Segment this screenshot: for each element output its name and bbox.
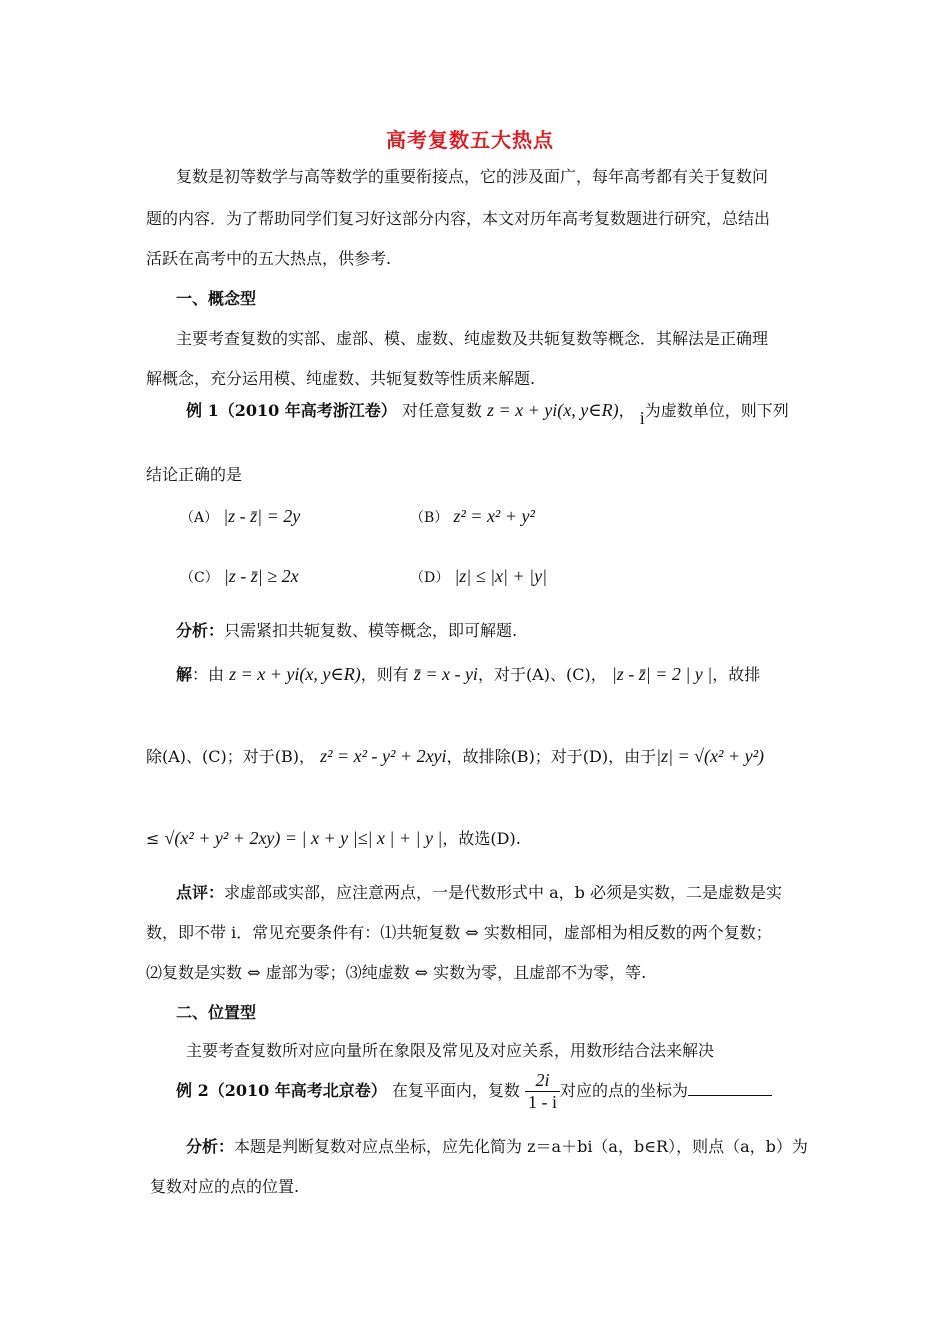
analysis2-line-1 [186, 1134, 808, 1157]
analysis1 [176, 618, 517, 641]
solution1-label: 解 [176, 665, 193, 684]
example1-text-3: 为虚数单位，则下列 [644, 401, 789, 420]
example1-i: i [639, 408, 645, 428]
intro-line-1: 复数是初等数学与高等数学的重要衔接点，它的涉及面广，每年高考都有关于复数问 [176, 167, 769, 186]
example1-text-2: ， [618, 401, 635, 420]
solution1-f1: z = x + yi(x, y∈R) [229, 664, 361, 684]
solution1-t1: ：由 [192, 665, 225, 684]
comment1-line-3: ⑵复数是实数 ⇔ 虚部为零；⑶纯虚数 ⇔ 实数为零，且虚部不为零，等. [146, 963, 647, 982]
solution1-t4: ，故排 [712, 665, 761, 684]
option-c-formula: |z - z̄| ≥ 2x [223, 566, 299, 586]
example2-text-1: 在复平面内，复数 [391, 1081, 520, 1100]
page-title: 高考复数五大热点 [386, 128, 554, 152]
option-a-label: （A） [180, 510, 219, 526]
analysis1-text: 只需紧扣共轭复数、模等概念，即可解题. [224, 621, 518, 640]
solution1-f5: |z| = √(x² + y²) [656, 746, 764, 766]
analysis2-text-1: 本题是判断复数对应点坐标，应先化简为 z＝a＋bi（a，b∈R），则点（a，b）为 [234, 1137, 808, 1156]
solution1-f4: z² = x² - y² + 2xyi [320, 746, 447, 766]
comment1-text-1: 求虚部或实部，应注意两点，一是代数形式中 a，b 必须是实数，二是虚数是实 [224, 883, 782, 902]
solution1-f6: √(x² + y² + 2xy) = | x + y |≤| x | + | y | [164, 828, 443, 848]
option-b-formula: z² = x² + y² [453, 506, 535, 526]
example1-text-1: 对任意复数 [401, 401, 482, 420]
solution1-f3: |z - z̄| = 2 | y | [611, 664, 713, 684]
section1-paragraph-2: 解概念，充分运用模、纯虚数、共轭复数等性质来解题. [146, 369, 536, 388]
example1-line [186, 398, 789, 428]
example2-line [176, 1070, 772, 1113]
example2-fraction [525, 1070, 560, 1113]
intro-line-2: 题的内容．为了帮助同学们复习好这部分内容，本文对历年高考复数题进行研究，总结出 [146, 209, 771, 228]
option-c-label: （C） [180, 570, 219, 586]
solution1-t7: ≤ [146, 829, 160, 848]
section1-heading: 一、概念型 [176, 289, 257, 308]
example2-fraction-den: 1 - i [528, 1092, 558, 1112]
example1-line-2: 结论正确的是 [146, 465, 243, 484]
intro-line-3: 活跃在高考中的五大热点，供参考. [146, 249, 392, 268]
option-d [410, 566, 547, 587]
example2-label: 例 2（2010 年高考北京卷） [176, 1081, 387, 1100]
answer-blank[interactable] [688, 1079, 772, 1096]
example1-formula: z = x + yi(x, y∈R) [487, 400, 619, 420]
option-d-formula: |z| ≤ |x| + |y| [454, 566, 548, 586]
example2-fraction-num: 2i [525, 1070, 560, 1092]
analysis2-line-2: 复数对应的点的位置. [150, 1177, 300, 1196]
solution1-t5: 除(A)、(C)；对于(B)， [146, 747, 316, 766]
section2-paragraph: 主要考查复数所对应向量所在象限及常见及对应关系，用数形结合法来解决 [186, 1041, 715, 1060]
option-a-formula: |z - z̄| = 2y [223, 506, 301, 526]
solution1-t8: ，故选(D). [442, 829, 521, 848]
comment1-line-1 [176, 880, 782, 903]
section2-heading: 二、位置型 [176, 1003, 257, 1022]
comment1-label: 点评： [176, 883, 225, 902]
solution1-line-1 [176, 662, 760, 685]
option-d-label: （D） [410, 570, 450, 586]
section1-paragraph-1: 主要考查复数的实部、虚部、模、虚数、纯虚数及共轭复数等概念．其解法是正确理 [176, 329, 769, 348]
solution1-t2: ，则有 [360, 665, 409, 684]
analysis2-label: 分析： [186, 1137, 235, 1156]
solution1-line-3 [146, 826, 521, 849]
solution1-t6: ，故排除(B)；对于(D)，由于 [446, 747, 657, 766]
option-a [180, 506, 300, 527]
solution1-f2: z̄ = x - yi [413, 664, 478, 684]
comment1-line-2: 数，即不带 i．常见充要条件有：⑴共轭复数 ⇔ 实数相同，虚部相为相反数的两个复数； [146, 923, 772, 942]
solution1-line-2 [146, 744, 764, 767]
option-b [410, 506, 535, 527]
example1-label: 例 1（2010 年高考浙江卷） [186, 401, 397, 420]
analysis1-label: 分析： [176, 621, 225, 640]
option-c [180, 566, 299, 587]
solution1-t3: ，对于(A)、(C)， [477, 665, 607, 684]
example2-text-2: 对应的点的坐标为 [560, 1081, 689, 1100]
option-b-label: （B） [410, 510, 449, 526]
